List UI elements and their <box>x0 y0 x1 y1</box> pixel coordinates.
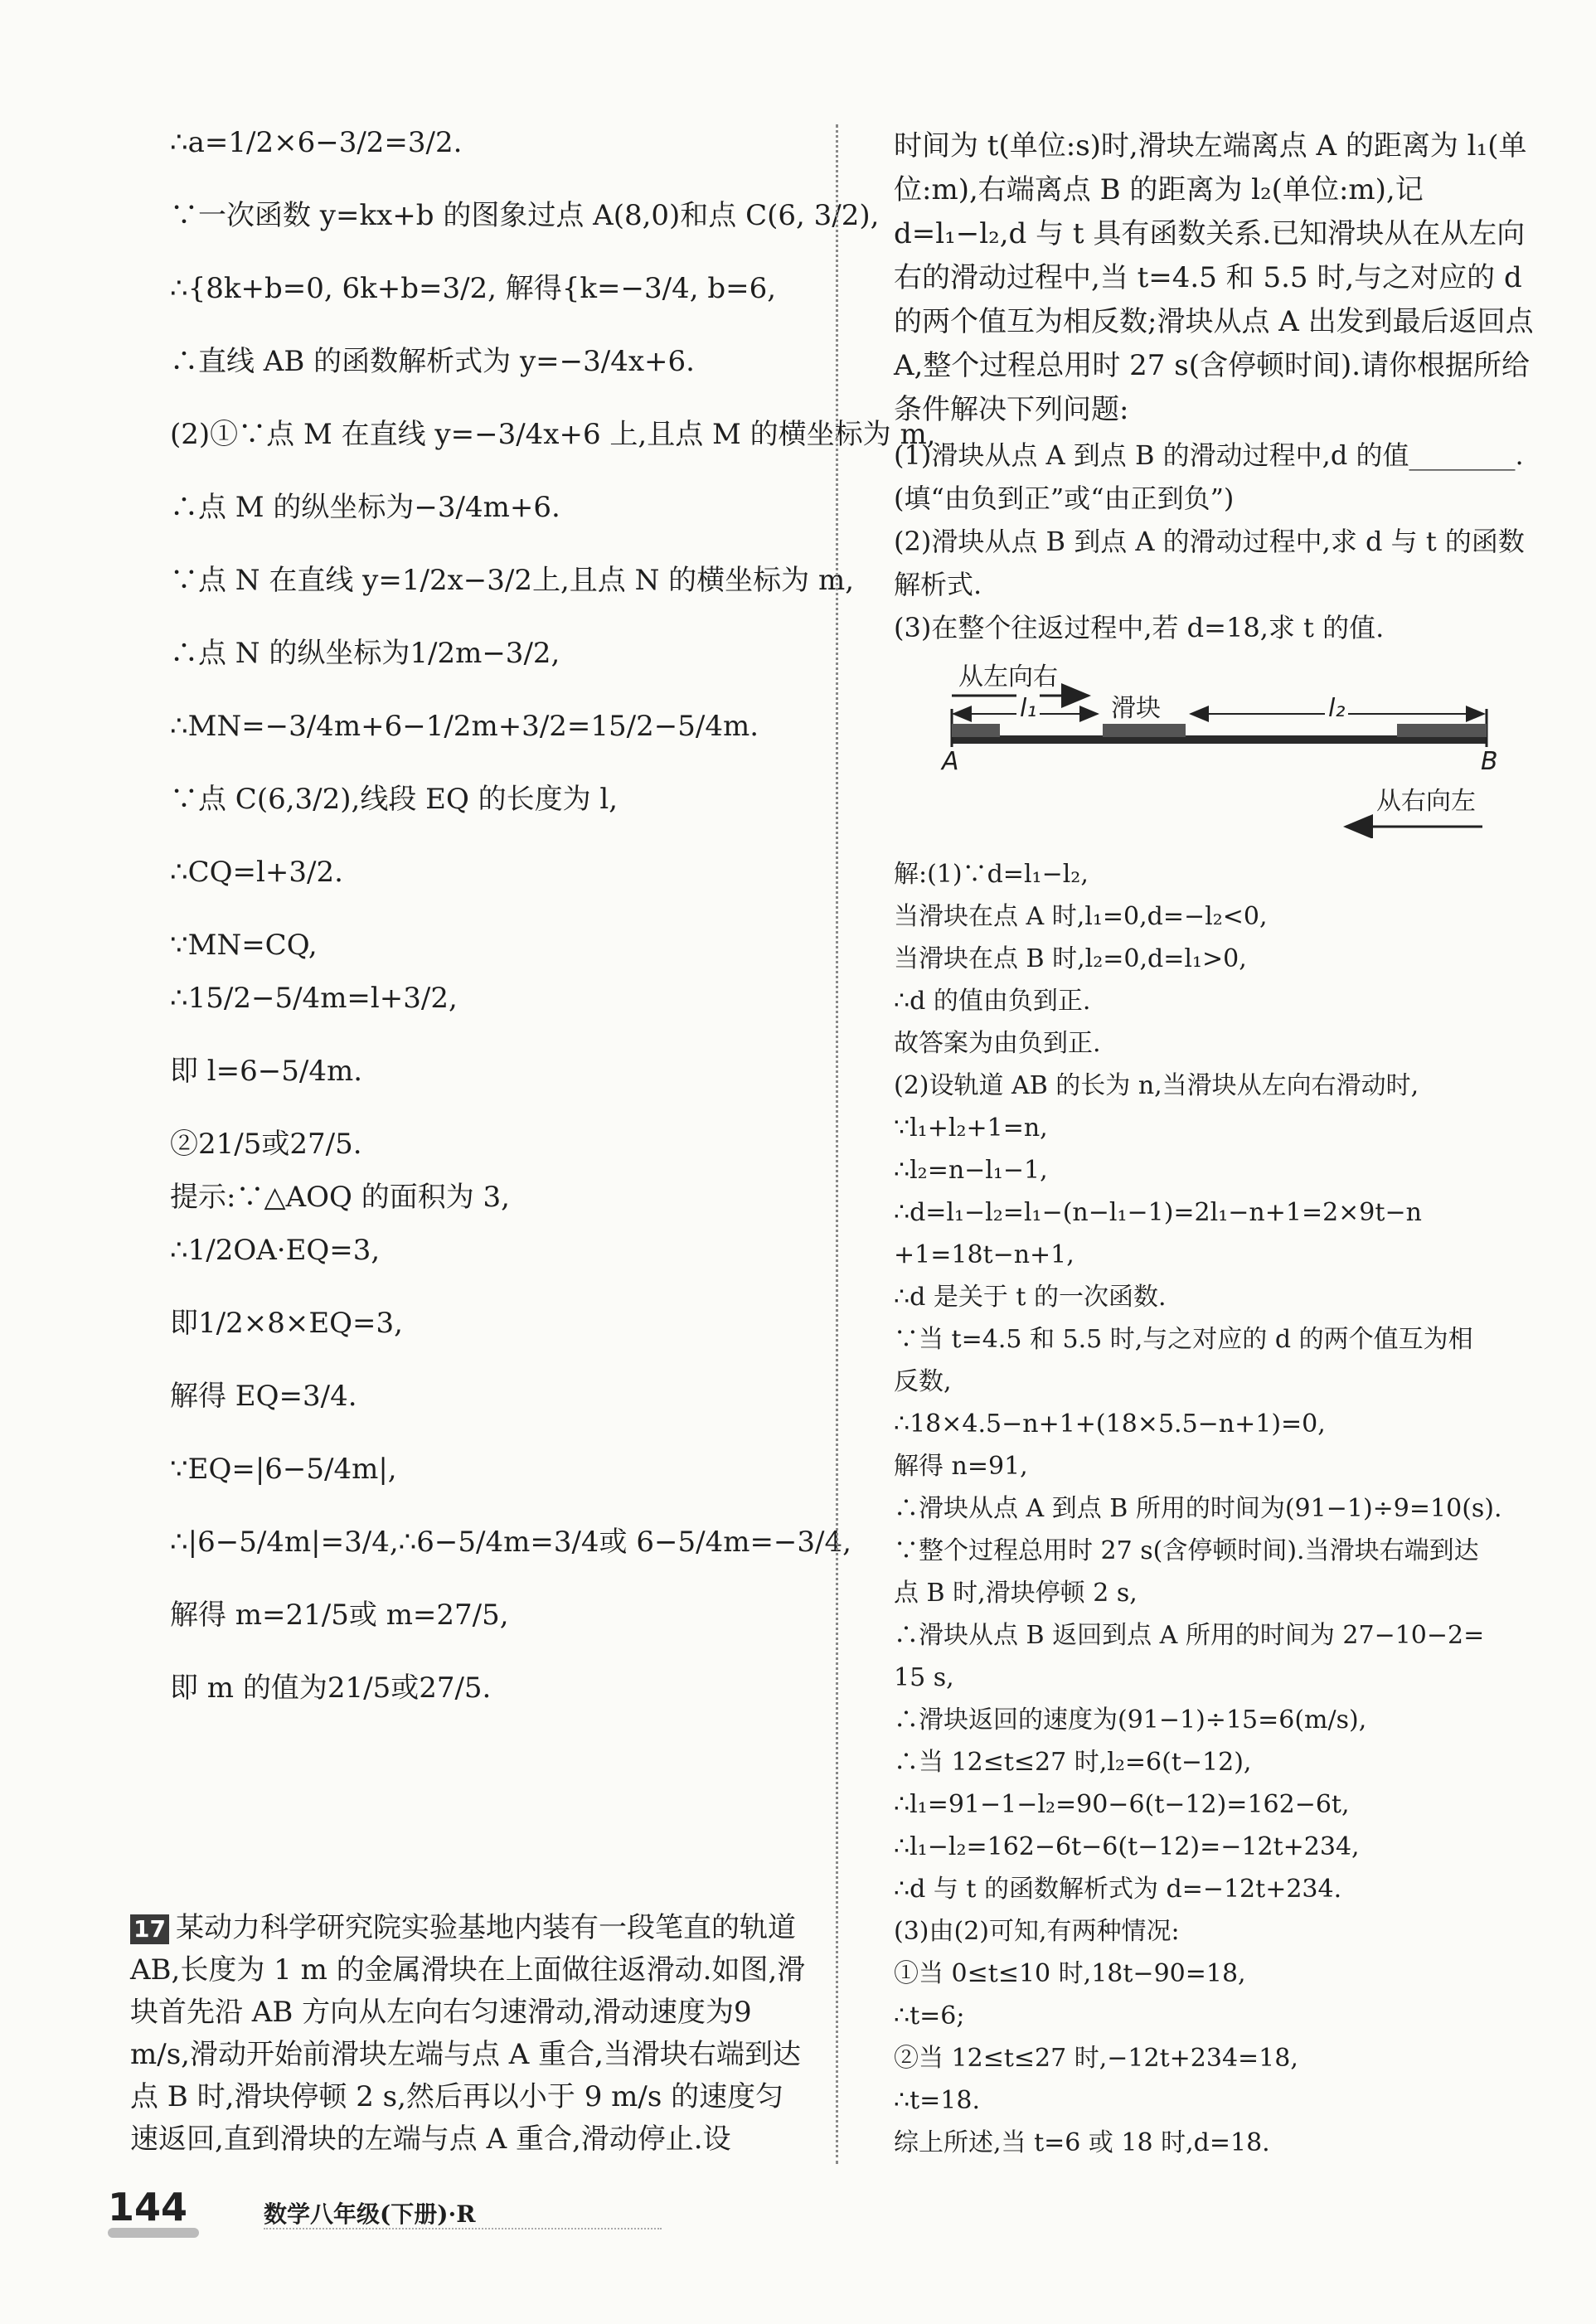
track-diagram <box>894 656 1540 838</box>
text-line: ∴1/2OA·EQ=3, <box>170 1234 381 1267</box>
l2-label: l₂ <box>1325 694 1348 723</box>
solution-line: ②当 12≤t≤27 时,−12t+234=18, <box>894 2044 1298 2073</box>
text-line: ∴{8k+b=0, 6k+b=3/2, 解得{k=−3/4, b=6, <box>170 272 777 305</box>
text-line: ∴CQ=l+3/2. <box>170 856 343 889</box>
slider-label: 滑块 <box>1111 694 1161 723</box>
solution-line: ∵当 t=4.5 和 5.5 时,与之对应的 d 的两个值互为相 <box>894 1325 1473 1354</box>
right-to-left-label: 从右向左 <box>1376 787 1476 816</box>
l1-label: l₁ <box>1016 694 1040 723</box>
text-line: ∵EQ=|6−5/4m|, <box>170 1453 397 1486</box>
question-part: (2)滑块从点 B 到点 A 的滑动过程中,求 d 与 t 的函数解析式. <box>894 526 1525 600</box>
solution-line: +1=18t−n+1, <box>894 1240 1075 1269</box>
text-line: ∵点 N 在直线 y=1/2x−3/2上,且点 N 的横坐标为 m, <box>170 564 854 597</box>
solution-line: 点 B 时,滑块停顿 2 s, <box>894 1579 1138 1608</box>
solution-line: ∴d 与 t 的函数解析式为 d=−12t+234. <box>894 1875 1342 1904</box>
solution-line: ∴滑块返回的速度为(91−1)÷15=6(m/s), <box>894 1705 1367 1735</box>
solution-line: ∵l₁+l₂+1=n, <box>894 1113 1048 1143</box>
solution-line: ∴t=18. <box>894 2086 980 2115</box>
track-segment <box>952 724 1000 737</box>
text-line: ②21/5或27/5. <box>170 1128 362 1161</box>
solution-line: ∴当 12≤t≤27 时,l₂=6(t−12), <box>894 1748 1252 1777</box>
text-line: ∴a=1/2×6−3/2=3/2. <box>170 126 463 159</box>
solution-block <box>894 853 1540 2164</box>
right-column <box>894 124 1540 2164</box>
track-segment <box>1397 724 1487 737</box>
text-line: ∵一次函数 y=kx+b 的图象过点 A(8,0)和点 C(6, 3/2), <box>170 199 880 232</box>
solution-line: ∴t=6; <box>894 2001 965 2030</box>
solution-line: 当滑块在点 A 时,l₁=0,d=−l₂<0, <box>894 902 1268 931</box>
solution-line: ∴d=l₁−l₂=l₁−(n−l₁−1)=2l₁−n+1=2×9t−n <box>894 1198 1422 1227</box>
text-line: ∴15/2−5/4m=l+3/2, <box>170 982 458 1015</box>
solution-line: 当滑块在点 B 时,l₂=0,d=l₁>0, <box>894 944 1247 973</box>
solution-line: 解:(1)∵d=l₁−l₂, <box>894 860 1089 889</box>
question-17-text: 某动力科学研究院实验基地内装有一段笔直的轨道AB,长度为 1 m 的金属滑块在上面做往返滑动.如图,滑块首先沿 AB 方向从左向右匀速滑动,滑动速度为9 m/s,滑动开始前滑块左端与点 A 重合,当滑块右端到达点 B 时,滑块停顿 2 s,然后再以小于 9 m/s 的速度匀速返回,直到滑块的左端与点 A 重合,滑动停止.设 <box>130 1911 806 2156</box>
text-line: ∴点 M 的纵坐标为−3/4m+6. <box>170 491 560 524</box>
question-part: (3)在整个往返过程中,若 d=18,求 t 的值. <box>894 612 1385 643</box>
question-number-badge: 17 <box>130 1914 169 1944</box>
text-line: ∵MN=CQ, <box>170 929 318 962</box>
solution-line: ∴18×4.5−n+1+(18×5.5−n+1)=0, <box>894 1409 1326 1439</box>
text-line: ∴直线 AB 的函数解析式为 y=−3/4x+6. <box>170 345 695 378</box>
left-to-right-label: 从左向右 <box>958 662 1058 691</box>
solution-line: 15 s, <box>894 1663 954 1692</box>
page-number: 144 <box>108 2185 188 2229</box>
solution-line: ∴l₂=n−l₁−1, <box>894 1156 1048 1185</box>
text-line: ∴点 N 的纵坐标为1/2m−3/2, <box>170 637 560 670</box>
text-line: 解得 m=21/5或 m=27/5, <box>170 1599 509 1632</box>
solution-line: 故答案为由负到正. <box>894 1029 1101 1058</box>
solution-line: ①当 0≤t≤10 时,18t−90=18, <box>894 1959 1246 1988</box>
solution-line: ∵整个过程总用时 27 s(含停顿时间).当滑块右端到达 <box>894 1536 1479 1565</box>
solution-line: ∴滑块从点 A 到点 B 所用的时间为(91−1)÷9=10(s). <box>894 1494 1502 1523</box>
solution-line: ∴d 的值由负到正. <box>894 987 1091 1016</box>
text-line: 提示:∵△AOQ 的面积为 3, <box>170 1181 510 1214</box>
text-line: ∵点 C(6,3/2),线段 EQ 的长度为 l, <box>170 783 619 816</box>
solution-line: 综上所述,当 t=6 或 18 时,d=18. <box>894 2128 1270 2157</box>
text-line: 解得 EQ=3/4. <box>170 1380 357 1413</box>
solution-line: ∴d 是关于 t 的一次函数. <box>894 1283 1167 1312</box>
solution-line: (3)由(2)可知,有两种情况: <box>894 1917 1180 1946</box>
solution-line: ∴l₁−l₂=162−6t−6(t−12)=−12t+234, <box>894 1832 1360 1861</box>
footer-rule <box>264 2228 662 2229</box>
question-17-left <box>130 1907 810 2161</box>
point-b-label: B <box>1481 747 1498 776</box>
point-a-label: A <box>942 747 959 776</box>
solution-line: 反数, <box>894 1367 952 1396</box>
text-line: 即1/2×8×EQ=3, <box>170 1307 403 1340</box>
text-line: ∴|6−5/4m|=3/4,∴6−5/4m=3/4或 6−5/4m=−3/4, <box>170 1526 851 1559</box>
solution-line: ∴滑块从点 B 返回到点 A 所用的时间为 27−10−2= <box>894 1621 1485 1650</box>
book-title: 数学八年级(下册)·R <box>264 2200 476 2228</box>
text-line: 即 l=6−5/4m. <box>170 1055 363 1088</box>
text-line: 即 m 的值为21/5或27/5. <box>170 1671 492 1705</box>
page-footer <box>108 2185 688 2243</box>
text-line: (2)①∵点 M 在直线 y=−3/4x+6 上,且点 M 的横坐标为 m, <box>170 418 936 451</box>
question-17-continued: 时间为 t(单位:s)时,滑块左端离点 A 的距离为 l₁(单位:m),右端离点 B 的距离为 l₂(单位:m),记 d=l₁−l₂,d 与 t 具有函数关系.已知滑块从在从左向右的滑动过程中,当 t=4.5 和 5.5 时,与之对应的 d 的两个值互为相反数;滑块从点 A 出发到最后返回点 A,整个过程总用时 27 s(含停顿时间).请你根据所给条件解决下列问题: <box>894 129 1534 426</box>
solution-line: ∴l₁=91−1−l₂=90−6(t−12)=162−6t, <box>894 1790 1350 1819</box>
question-part: (1)滑块从点 A 到点 B 的滑动过程中,d 的值________.(填“由负到正”或“由正到负”) <box>894 439 1524 514</box>
text-line: ∴MN=−3/4m+6−1/2m+3/2=15/2−5/4m. <box>170 710 759 743</box>
solution-line: 解得 n=91, <box>894 1452 1028 1481</box>
column-divider <box>836 124 838 2164</box>
slider-block <box>1103 724 1186 737</box>
solution-line: (2)设轨道 AB 的长为 n,当滑块从左向右滑动时, <box>894 1071 1419 1100</box>
